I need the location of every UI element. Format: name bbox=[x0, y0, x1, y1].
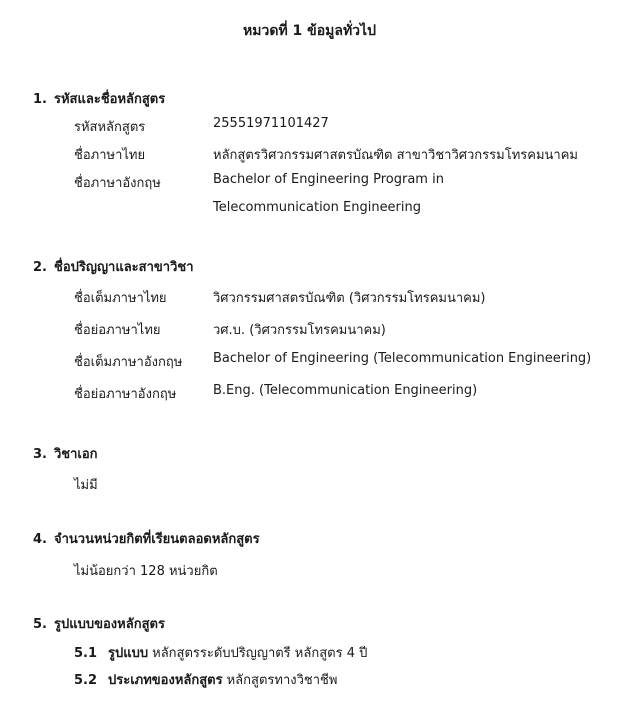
row-value: วศ.บ. (วิศวกรรมโทรคมนาคม) bbox=[213, 323, 386, 338]
row-label: ชื่อเต็มภาษาไทย bbox=[74, 291, 167, 306]
row-value: Bachelor of Engineering (Telecommunication Engineering) bbox=[213, 351, 592, 366]
subsection-number: 5.1 bbox=[74, 646, 98, 661]
subsection-row bbox=[74, 669, 337, 690]
row-label: ชื่อย่อภาษาอังกฤษ bbox=[74, 387, 177, 402]
heading-number: 2. bbox=[33, 260, 47, 275]
heading-2 bbox=[33, 256, 194, 277]
heading-3 bbox=[33, 443, 98, 464]
heading-text: รหัสและชื่อหลักสูตร bbox=[54, 92, 166, 107]
heading-text: จำนวนหน่วยกิตที่เรียนตลอดหลักสูตร bbox=[54, 532, 260, 547]
heading-number: 5. bbox=[33, 617, 47, 632]
row-value: หลักสูตรวิศวกรรมศาสตรบัณฑิต สาขาวิชาวิศวกรรมโทรคมนาคม bbox=[213, 148, 578, 163]
heading-5 bbox=[33, 613, 165, 634]
subsection-row bbox=[74, 642, 367, 663]
heading-4 bbox=[33, 528, 260, 549]
row-label: ชื่อย่อภาษาไทย bbox=[74, 323, 161, 338]
section-text: ไม่มี bbox=[74, 478, 98, 493]
row-label: รหัสหลักสูตร bbox=[74, 120, 146, 135]
heading-text: รูปแบบของหลักสูตร bbox=[54, 617, 165, 632]
row-value: B.Eng. (Telecommunication Engineering) bbox=[213, 383, 478, 398]
heading-text: วิชาเอก bbox=[54, 447, 98, 462]
section-text: ไม่น้อยกว่า 128 หน่วยกิต bbox=[74, 564, 218, 579]
row-value: 25551971101427 bbox=[213, 116, 329, 131]
row-value: Telecommunication Engineering bbox=[213, 200, 422, 215]
heading-number: 1. bbox=[33, 92, 47, 107]
row-value: Bachelor of Engineering Program in bbox=[213, 172, 444, 187]
row-label: ชื่อเต็มภาษาอังกฤษ bbox=[74, 355, 183, 370]
heading-1 bbox=[33, 88, 165, 109]
row-value: วิศวกรรมศาสตรบัณฑิต (วิศวกรรมโทรคมนาคม) bbox=[213, 291, 486, 306]
row-label: ชื่อภาษาไทย bbox=[74, 148, 146, 163]
heading-text: ชื่อปริญญาและสาขาวิชา bbox=[54, 260, 194, 275]
subsection-title: ประเภทของหลักสูตร bbox=[108, 673, 223, 688]
heading-number: 3. bbox=[33, 447, 47, 462]
heading-number: 4. bbox=[33, 532, 47, 547]
row-label: ชื่อภาษาอังกฤษ bbox=[74, 176, 161, 191]
subsection-title: รูปแบบ bbox=[108, 646, 149, 661]
subsection-value: หลักสูตรทางวิชาชีพ bbox=[226, 673, 338, 688]
subsection-value: หลักสูตรระดับปริญญาตรี หลักสูตร 4 ปี bbox=[152, 646, 368, 661]
section-title: หมวดที่ 1 ข้อมูลทั่วไป bbox=[243, 23, 376, 39]
subsection-number: 5.2 bbox=[74, 673, 98, 688]
